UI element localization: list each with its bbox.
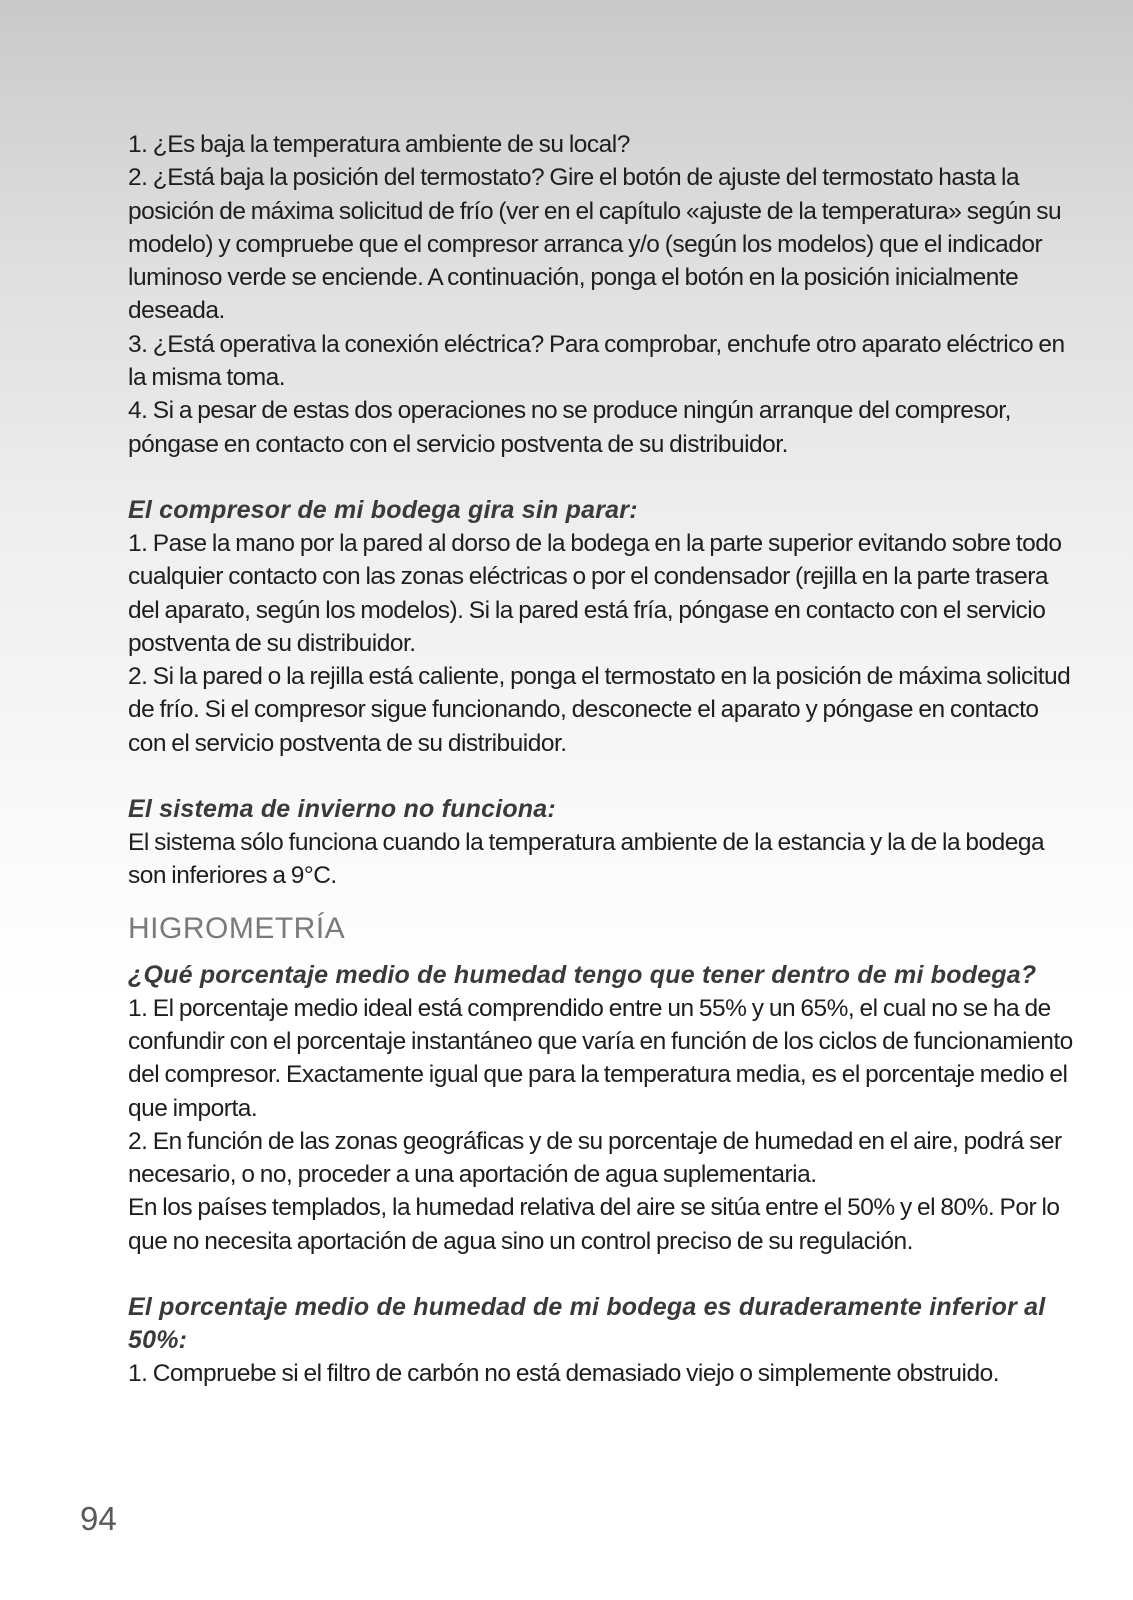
compresor-section — [128, 494, 1073, 760]
humedad-item-2: 2. En función de las zonas geográficas y de su porcentaje de humedad en el aire, podrá ser necesario, o no, proceder a una aportación de agua suplementaria. — [128, 1127, 1062, 1189]
humedad-baja-item-1: 1. Compruebe si el filtro de carbón no está demasiado viejo o simplemente obstruido. — [128, 1360, 1000, 1388]
page-number: 94 — [80, 1500, 117, 1537]
compresor-item-2: 2. Si la pared o la rejilla está caliente, ponga el termostato en la posición de máxima solicitud de frío. Si el compresor sigue funcionando, desconecte el aparato y póngase en contacto con el servicio postventa de su distribuidor. — [128, 663, 1071, 757]
intro-list — [128, 128, 1073, 461]
invierno-heading: El sistema de invierno no funciona: — [128, 795, 556, 824]
intro-item-1: 1. ¿Es baja la temperatura ambiente de su local? — [128, 131, 630, 158]
humedad-question-heading: ¿Qué porcentaje medio de humedad tengo que tener dentro de mi bodega? — [128, 960, 1037, 989]
intro-item-4: 4. Si a pesar de estas dos operaciones no se produce ningún arranque del compresor, póngase en contacto con el servicio postventa de su distribuidor. — [128, 397, 1011, 458]
compresor-heading: El compresor de mi bodega gira sin parar: — [128, 495, 638, 524]
intro-item-3: 3. ¿Está operativa la conexión eléctrica? Para comprobar, enchufe otro aparato eléctrico en la misma toma. — [128, 330, 1065, 392]
humedad-question-section — [128, 959, 1073, 1258]
compresor-item-1: 1. Pase la mano por la pared al dorso de la bodega en la parte superior evitando sobre todo cualquier contacto con las zonas eléctricas o por el condensador (rejilla en la parte trasera del aparato, según los modelos). Si la pared está fría, póngase en contacto con el servicio postventa de su distribuidor. — [128, 529, 1062, 657]
humedad-baja-heading: El porcentaje medio de humedad de mi bodega es duraderamente inferior al 50%: — [128, 1293, 1046, 1355]
invierno-section — [128, 793, 1073, 893]
humedad-item-1: 1. El porcentaje medio ideal está comprendido entre un 55% y un 65%, el cual no se ha de confundir con el porcentaje instantáneo que varía en función de los ciclos de funcionamiento del compresor. Exactamente igual que para la temperatura media, es el porcentaje medio el que importa. — [128, 994, 1073, 1122]
invierno-text: El sistema sólo funciona cuando la temperatura ambiente de la estancia y la de la bodega son inferiores a 9°C. — [128, 829, 1045, 890]
page-content — [128, 128, 1073, 1390]
intro-item-2: 2. ¿Está baja la posición del termostato? Gire el botón de ajuste del termostato hasta la posición de máxima solicitud de frío (ver en el capítulo «ajuste de la temperatura» según su modelo) y compruebe que el compresor arranca y/o (según los modelos) que el indicador luminoso verde se enciende. A continuación, ponga el botón en la posición inicialmente deseada. — [128, 164, 1062, 325]
humedad-item-3: En los países templados, la humedad relativa del aire se sitúa entre el 50% y el 80%. Por lo que no necesita aportación de agua sino un control preciso de su regulación. — [128, 1194, 1060, 1255]
section-title-higrometria: HIGROMETRÍA — [128, 911, 346, 945]
humedad-baja-section — [128, 1291, 1073, 1390]
